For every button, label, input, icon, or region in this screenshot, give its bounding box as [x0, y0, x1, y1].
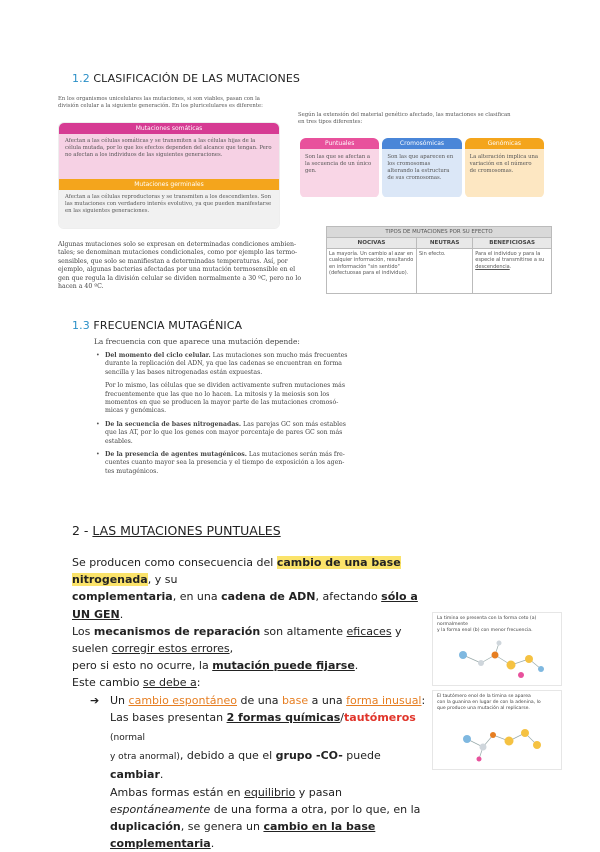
text: y otra anormal) — [110, 752, 180, 763]
text: de una forma a otra, por lo que, en la — [210, 802, 421, 816]
text: Las bases presentan — [110, 710, 227, 724]
text: son altamente — [260, 624, 347, 638]
extension-line: Según la extensión del material genético afectado, las mutaciones se clasifican — [298, 112, 511, 118]
text: . — [119, 607, 124, 621]
section-number: 1.2 — [72, 72, 90, 85]
caption-line: con la guanina en lugar de con la adenina, lo — [437, 699, 541, 705]
text: , se genera un — [180, 820, 264, 834]
text: . — [210, 837, 215, 851]
germinales-text: Afectan a las células reproductoras y se transmiten a los descendientes. Son las mutaciones con verdadero interés evolutivo, ya que pueden manifestarse en las siguientes generaciones. — [59, 190, 279, 229]
text: , y su — [147, 573, 178, 587]
text: cambiar — [110, 768, 160, 782]
para-line: tales; se denominan mutaciones condicionales, como por ejemplo las termo- — [58, 249, 298, 257]
text: . — [159, 768, 164, 782]
highlight-cambio-base: cambio de una base nitrogenada — [72, 556, 401, 587]
notes-line — [72, 554, 432, 588]
extension-types — [300, 138, 544, 198]
mutation-types-card — [58, 122, 280, 229]
section-title: LAS MUTACIONES PUNTUALES — [92, 523, 281, 538]
header-neutras: NEUTRAS — [417, 238, 473, 249]
text: pero si esto no ocurre, la — [72, 659, 213, 673]
bullet-title: De la secuencia de bases nitrogenadas. — [105, 420, 242, 428]
text: : — [421, 693, 426, 707]
germinales-header: Mutaciones germinales — [59, 179, 279, 190]
text: espontáneamente — [110, 802, 211, 816]
para-line: gen que regula la división celular se dividen normalmente a 30 ºC, pero no lo — [58, 274, 302, 282]
type-text: La alteración implica una variación en el número de cromosomas. — [465, 149, 544, 197]
type-text: Son las que se afectan a la secuencia de un único gen. — [300, 149, 379, 197]
intro-line: división celular a la siguiente generación. En los pluricelulares es diferente: — [58, 103, 263, 109]
bullet-line: Las parejas GC son más estables — [241, 420, 346, 428]
para-line: hacen a 40 ºC. — [58, 283, 104, 291]
text: cambio en la base — [263, 820, 376, 834]
para-line: ejemplo, algunas bacterias afectadas por una mutación termosensible en el — [58, 266, 296, 274]
text: equilibrio — [244, 785, 296, 799]
text: Este cambio — [72, 676, 144, 690]
type-card-genomicas — [465, 138, 544, 198]
section-title: CLASIFICACIÓN DE LAS MUTACIONES — [93, 72, 300, 85]
table-caption: TIPOS DE MUTACIONES POR SU EFECTO — [326, 226, 552, 237]
arrow-icon: ➔ — [90, 693, 100, 707]
text: corregir estos errores — [111, 642, 230, 656]
notes-block — [72, 554, 432, 852]
bullet-line: estables. — [105, 437, 133, 445]
cell-beneficiosas — [473, 249, 552, 294]
text: , debido a que el — [179, 749, 276, 763]
bullet-title: Del momento del ciclo celular. — [105, 352, 211, 359]
text: duplicación — [110, 820, 181, 834]
caption-line: que produce una mutación al replicarse. — [437, 705, 530, 711]
text: , en una — [172, 590, 222, 604]
text: puede — [342, 749, 381, 763]
text: / — [340, 710, 345, 724]
bullet-line: durante la replicación del ADN, ya que las cadenas se encuentran en forma — [105, 360, 342, 368]
para-line: sensibles, que solo se manifiestan a determinadas temperaturas. Así, por — [58, 257, 288, 265]
type-title: Cromosómicas — [382, 138, 461, 149]
section-heading-1-3 — [72, 319, 242, 332]
descendencia-link: descendencia — [475, 263, 510, 270]
notes-subpoint — [72, 692, 432, 852]
caption-line: y la forma enol (b) con menor frecuencia. — [437, 627, 533, 633]
text: eficaces — [346, 624, 392, 638]
figure-caption — [433, 691, 561, 711]
text: mecanismos de reparación — [93, 624, 261, 638]
text: : — [196, 676, 201, 690]
type-text: Son las que aparecen en los cromosomas alterando la estructura de sus cromosomas. — [382, 149, 461, 197]
text: mutación puede fijarse — [212, 659, 355, 673]
extension-intro — [298, 112, 548, 126]
text: y pasan — [295, 785, 342, 799]
bullet-ciclo-celular — [96, 352, 386, 377]
text: 2 formas químicas — [226, 710, 341, 724]
text: cambio espontáneo — [128, 693, 238, 707]
bullet-line: micas y genómicas. — [105, 407, 167, 415]
caption-line: El tautómero enol de la timina se aparea — [437, 694, 531, 699]
type-card-cromosomicas — [382, 138, 461, 198]
somaticas-header: Mutaciones somáticas — [59, 123, 279, 134]
notes-line — [72, 588, 432, 622]
cell-text: . — [509, 263, 512, 270]
frequency-bullets — [96, 352, 386, 476]
somaticas-text: Afectan a las células somáticas y se transmiten a las células hijas de la célula mutada, por lo que los efectos dependen del alcance que tengan. Pero no afectan a los individuos de las siguientes generaciones. — [59, 134, 279, 179]
bullet-line: Las mutaciones son mucho más frecuentes — [210, 352, 348, 359]
type-title: Genómicas — [465, 138, 544, 149]
bullet-line: cuentes cuanto mayor sea la presencia y el tiempo de exposición a los agen- — [105, 459, 345, 467]
frequency-intro: La frecuencia con que aparece una mutación depende: — [94, 337, 300, 346]
text: y suelen — [72, 624, 402, 656]
caption-line: La timina se presenta con la forma ceto (a) normalmente — [437, 616, 537, 627]
text: Ambas formas están en — [110, 785, 245, 799]
intro-left — [58, 96, 288, 110]
text: cadena de ADN — [221, 590, 316, 604]
effects-table — [326, 226, 552, 294]
text: a una — [308, 693, 347, 707]
text: , — [229, 642, 234, 656]
section-number: 1.3 — [72, 319, 90, 332]
bullet-title: De la presencia de agentes mutagénicos. — [105, 451, 247, 459]
text: Los — [72, 624, 94, 638]
cell-nocivas: La mayoría. Un cambio al azar en cualquier información, resultando en información "sin sentido" (defectuosas para el individuo). — [327, 249, 417, 294]
extension-line: en tres tipos diferentes: — [298, 119, 363, 125]
cell-neutras: Sin efecto. — [417, 249, 473, 294]
header-nocivas: NOCIVAS — [327, 238, 417, 249]
text: (normal — [110, 733, 146, 744]
text: base — [281, 693, 309, 707]
text: tautómeros — [344, 710, 416, 724]
notes-line — [72, 623, 432, 657]
bullet-line: momentos en que se producen la mayor parte de las mutaciones cromosó- — [105, 399, 339, 407]
text: complementaria — [110, 837, 211, 851]
type-card-puntuales — [300, 138, 379, 198]
section-number: 2 - — [72, 523, 93, 538]
bullet-line: Por lo mismo, las células que se dividen activamente sufren mutaciones más — [105, 382, 346, 390]
text: se debe a — [143, 676, 197, 690]
figure-caption — [433, 613, 561, 633]
text: de una — [237, 693, 282, 707]
bullet-line: tes mutagénicos. — [105, 467, 159, 475]
bullet-line: sencilla y las bases nitrogenadas están expuestas. — [105, 368, 263, 376]
cell-text: Para el individuo y para la especie al transmitirse a su — [475, 251, 545, 264]
bullet-line: que las AT, por lo que los genes con mayor porcentaje de pares GC son más — [105, 429, 343, 437]
text: grupo -CO- — [275, 749, 343, 763]
text: . — [354, 659, 359, 673]
type-title: Puntuales — [300, 138, 379, 149]
para-line: Algunas mutaciones solo se expresan en determinadas condiciones ambien- — [58, 241, 297, 248]
bullet-line: Las mutaciones serán más fre- — [246, 451, 345, 459]
text: sólo a UN GEN — [72, 590, 418, 621]
text: Se producen como consecuencia del — [72, 556, 277, 569]
tautomer-figure-1 — [432, 612, 562, 686]
text: , afectando — [315, 590, 382, 604]
tautomer-figure-2 — [432, 690, 562, 770]
molecule-diagram-1 — [433, 633, 561, 689]
text: forma inusual — [346, 693, 422, 707]
molecule-diagram-2 — [433, 711, 561, 767]
text: Un — [110, 693, 129, 707]
bullet-agentes-mutagenicos — [96, 451, 386, 476]
notes-line — [72, 674, 432, 691]
intro-line: En los organismos unicelulares las mutaciones, si son viables, pasan con la — [58, 96, 260, 102]
section-title: FRECUENCIA MUTAGÉNICA — [93, 319, 243, 332]
bullet-secuencia-bases — [96, 421, 386, 446]
section-heading-2 — [72, 523, 281, 538]
section-heading-1-2 — [72, 72, 300, 85]
header-beneficiosas: BENEFICIOSAS — [473, 238, 552, 249]
conditional-paragraph — [58, 241, 320, 291]
bullet-line: frecuentemente que las que no lo hacen. La mitosis y la meiosis son los — [105, 390, 330, 398]
bullet-ciclo-cont — [96, 382, 386, 416]
notes-line — [72, 657, 432, 674]
text: complementaria — [72, 590, 173, 604]
